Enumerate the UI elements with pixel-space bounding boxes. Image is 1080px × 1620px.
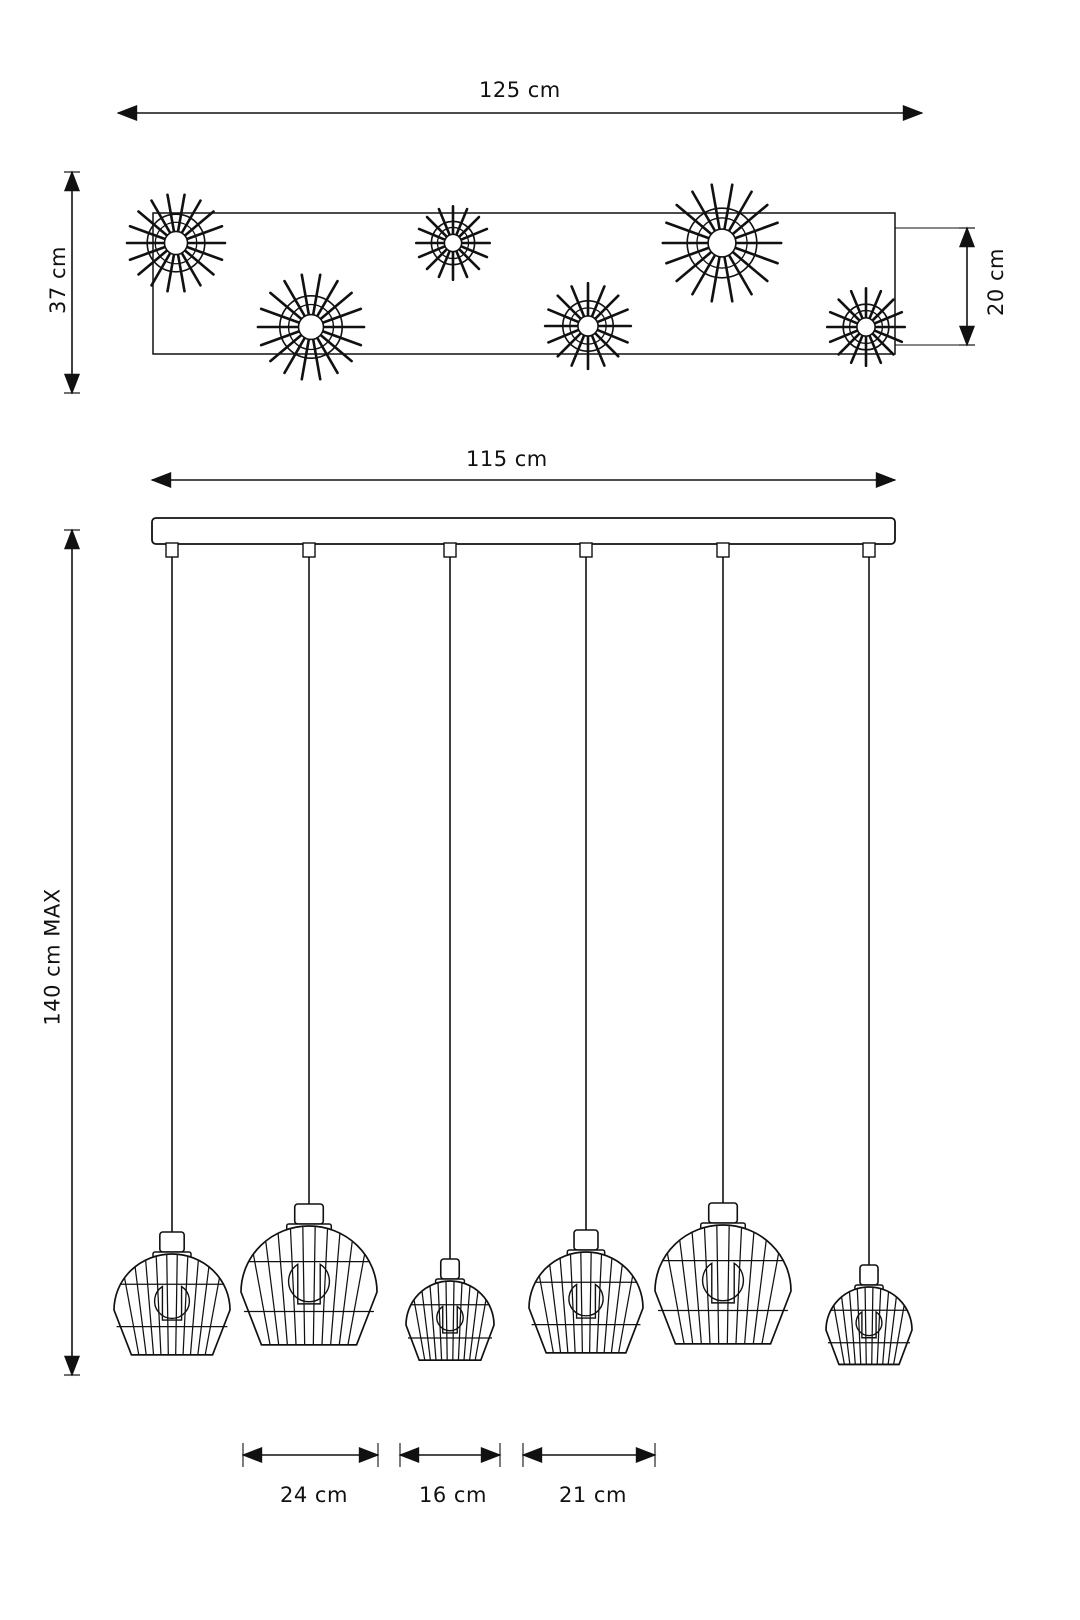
- front-shade-4: [529, 543, 643, 1353]
- front-shade-3: [406, 543, 494, 1360]
- front-view-shades: [114, 543, 912, 1364]
- canopy-bar: [152, 518, 895, 544]
- dim-label-top-inner-depth: 20 cm: [983, 248, 1008, 316]
- front-shade-5: [655, 543, 791, 1344]
- dim-label-top-depth: 37 cm: [45, 246, 70, 314]
- front-shade-2: [241, 543, 377, 1345]
- dim-label-shade-medium: 21 cm: [559, 1483, 627, 1507]
- top-shade-6: [827, 288, 905, 366]
- dim-label-canopy-width: 115 cm: [466, 447, 548, 471]
- top-shade-4: [545, 283, 631, 369]
- dim-label-top-width: 125 cm: [479, 78, 561, 102]
- front-shade-1: [114, 543, 230, 1355]
- dim-label-shade-large: 24 cm: [280, 1483, 348, 1507]
- dim-label-shade-small: 16 cm: [419, 1483, 487, 1507]
- top-shade-3: [416, 206, 489, 279]
- front-shade-6: [826, 543, 912, 1364]
- dim-label-max-height: 140 cm MAX: [40, 888, 65, 1026]
